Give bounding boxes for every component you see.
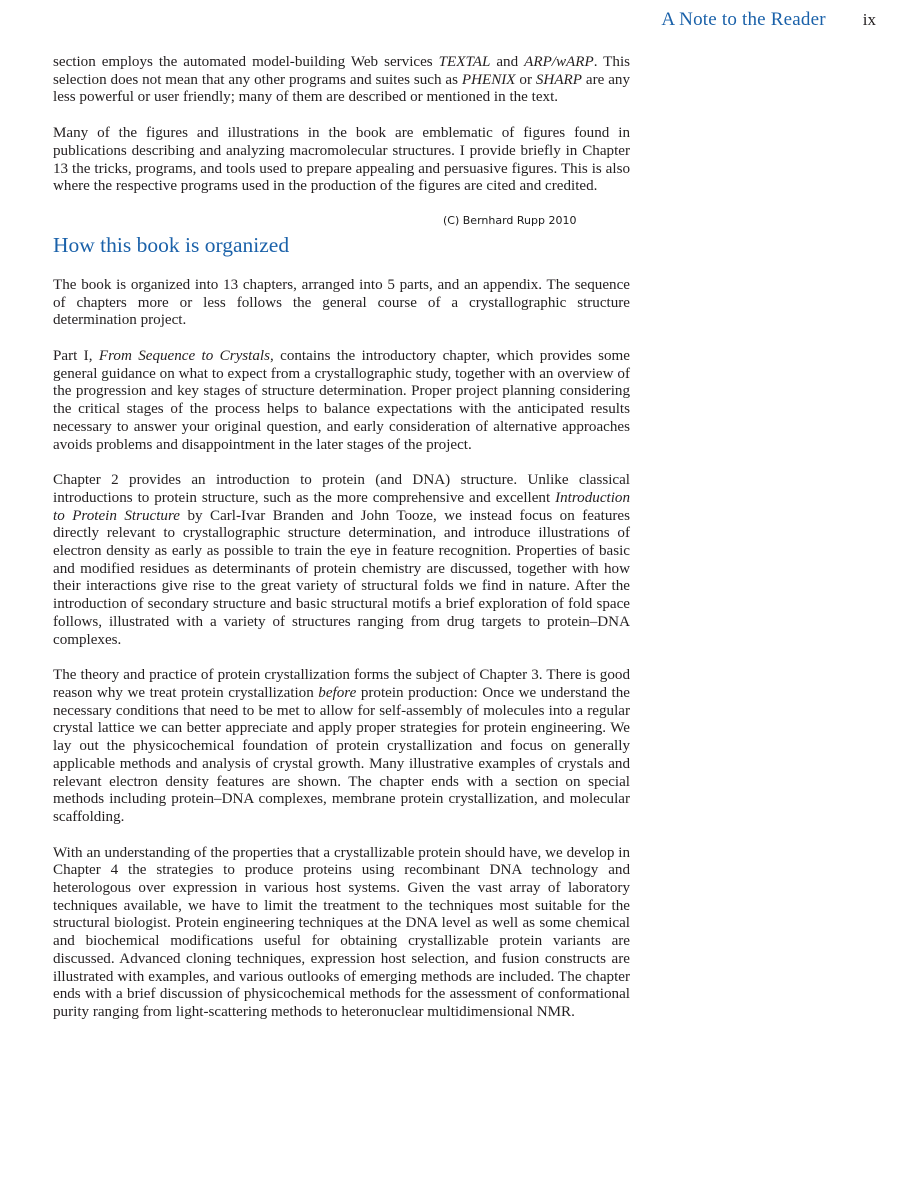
body-paragraph-3 <box>53 472 630 649</box>
page-body <box>53 54 630 1022</box>
text-run: Many of the figures and illustrations in the book are emblematic of figures found in publications describing and analyzing macromolecular structures. I provide briefly in Chapter 13 the tricks, programs, and tools used to prepare appealing and persuasive figures. This is also where the respective programs used in the production of the figures are cited and credited. <box>53 125 630 195</box>
body-paragraph-1 <box>53 277 630 330</box>
text-run: Chapter 2 provides an introduction to protein (and DNA) structure. Unlike classical introductions to protein structure, such as the more comprehensive and excellent <box>53 472 630 506</box>
section-heading: How this book is organized <box>53 232 290 257</box>
italic-text: PHENIX <box>461 71 516 88</box>
intro-paragraph-1 <box>53 54 630 107</box>
text-run: . This selection does not mean that any other programs and suites such as <box>53 54 631 88</box>
running-head <box>0 0 917 31</box>
text-run: The theory and practice of protein crystallization forms the subject of Chapter 3. There is good reason why we treat protein crystallization <box>53 667 630 701</box>
body-paragraph-5 <box>53 845 630 1022</box>
page-number: ix <box>862 10 876 29</box>
text-run: are any less powerful or user friendly; many of them are described or mentioned in the text. <box>53 71 630 106</box>
text-run: or <box>515 71 536 88</box>
italic-text: SHARP <box>535 71 582 88</box>
italic-text: Introduction to Protein Structure <box>53 489 630 524</box>
running-head-title: A Note to the Reader <box>661 9 826 30</box>
copyright-watermark: (C) Bernhard Rupp 2010 <box>443 213 577 227</box>
italic-text: ARP/wARP <box>524 54 594 70</box>
text-run: , contains the introductory chapter, which provides some general guidance on what to expect from a crystallographic study, together with an overview of the progression and key stages of structure determination. Proper project planning considering the critical stages of the process helps to balance expectations with the anticipated results necessary to answer your original question, and early consideration of alternative approaches avoids problems and disappointment in the later stages of the project. <box>53 348 630 453</box>
text-run: section employs the automated model-building Web services <box>53 54 439 70</box>
intro-paragraph-2 <box>53 125 630 196</box>
italic-text: From Sequence to Crystals <box>98 348 270 365</box>
text-run: With an understanding of the properties that a crystallizable protein should have, we develop in Chapter 4 the strategies to produce proteins using recombinant DNA technology and heterologous over expression in various host systems. Given the vast array of laboratory techniques available, we have to limit the treatment to the techniques most suitable for the structural biologist. Protein engineering techniques at the DNA level as well as some chemical and biochemical modifications useful for obtaining crystallizable protein variants are discussed. Advanced cloning techniques, expression host selection, and fusion constructs are illustrated with examples, and various outlooks of emerging methods are included. The chapter ends with a brief discussion of physicochemical methods for the assessment of conformational purity ranging from light-scattering methods to heteronuclear multidimensional NMR. <box>53 844 630 1020</box>
italic-text: before <box>318 684 357 701</box>
italic-text: TEXTAL <box>438 54 491 70</box>
text-run: The book is organized into 13 chapters, arranged into 5 parts, and an appendix. The sequence of chapters more or less follows the general course of a crystallographic structure determination project. <box>53 276 630 329</box>
text-run: protein production: Once we understand the necessary conditions that need to be met to allow for self-assembly of molecules into a regular crystal lattice we can better appreciate and apply proper strategies for protein engineering. We lay out the physicochemical foundation of protein crystallization and focus on generally applicable methods and analysis of crystal growth. Many illustrative examples of crystals and relevant electron density features are shown. The chapter ends with a section on special methods including protein–DNA complexes, membrane protein crystallization, and molecular scaffolding. <box>53 684 630 825</box>
text-run: and <box>490 54 525 70</box>
body-paragraph-4 <box>53 667 630 826</box>
body-paragraph-2 <box>53 348 630 454</box>
text-run: Part I, <box>53 348 99 365</box>
text-run: by Carl-Ivar Branden and John Tooze, we instead focus on features directly relevant to crystallographic structure determination, and introduce illustrations of electron density as early as possible to train the eye in feature recognition. Properties of basic and modified residues as determinants of protein chemistry are discussed, together with how their interactions give rise to the great variety of structural folds we find in nature. After the introduction of secondary structure and basic structural motifs a brief exploration of fold space follows, illustrated with a variety of structures ranging from drug targets to protein–DNA complexes. <box>53 507 630 648</box>
